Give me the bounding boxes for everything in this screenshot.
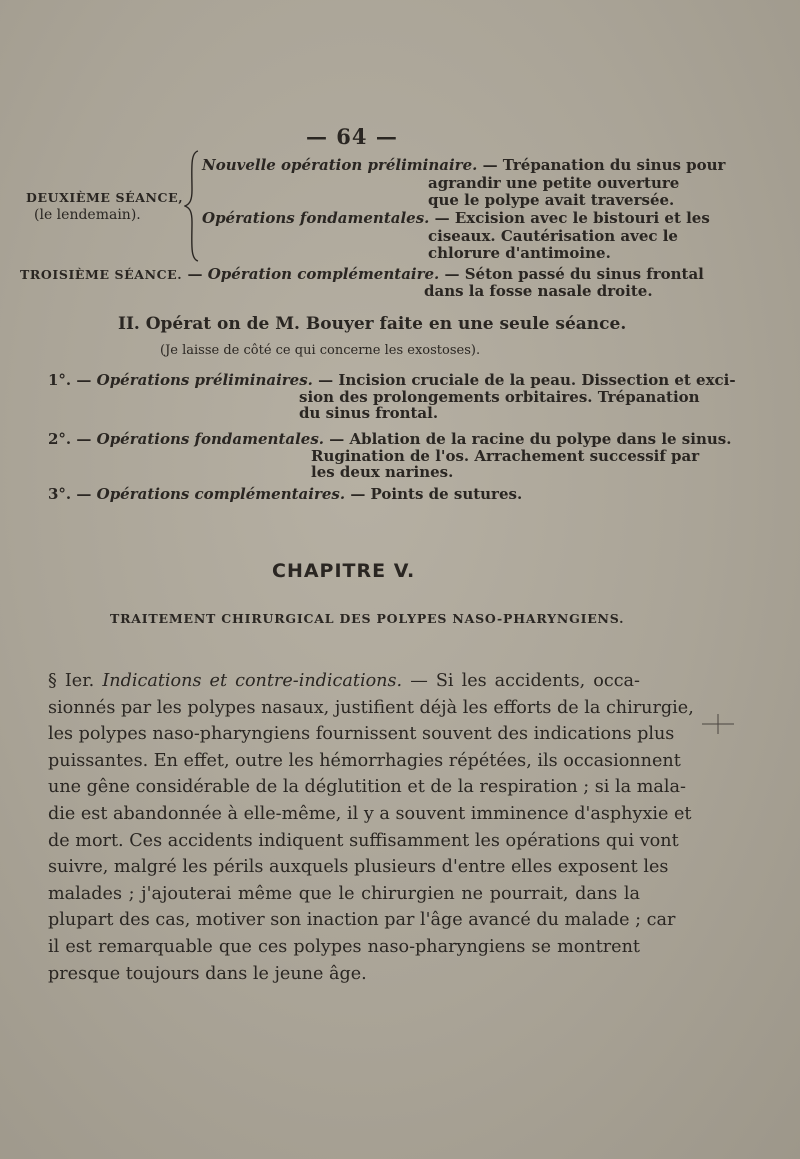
session3-label: TROISIÈME SÉANCE.: [20, 267, 183, 282]
session2-label: DEUXIÈME SÉANCE,: [26, 190, 184, 205]
paragraph-line: plupart des cas, motiver son inaction par l'âge avancé du malade ; car: [48, 910, 676, 931]
paragraph-line: suivre, malgré les périls auxquels plusieurs d'entre elles exposent les: [48, 857, 669, 878]
session2-entry2: [202, 209, 710, 227]
section-title: Indications et contre-indications.: [102, 671, 403, 691]
step1-title: Opérations préliminaires.: [96, 371, 313, 389]
session3-row: TROISIÈME SÉANCE. — Opération complémentaire. — Séton passé du sinus frontal: [20, 265, 704, 283]
session2-entry1: [202, 156, 725, 174]
paragraph-line: presque toujours dans le jeune âge.: [48, 963, 367, 984]
session3-text: — Séton passé du sinus frontal: [439, 265, 704, 283]
step1: 1°. — Opérations préliminaires. — Incision cruciale de la peau. Dissection et exci-: [48, 371, 736, 389]
page-number: — 64 —: [306, 124, 398, 149]
step3-text: — Points de sutures.: [350, 485, 523, 503]
step3-title: Opérations complémentaires.: [96, 485, 346, 503]
section-mark: § Ier.: [48, 671, 95, 691]
curly-brace-icon: [184, 150, 200, 262]
session3-line2: dans la fosse nasale droite.: [424, 282, 653, 300]
step1-line2: sion des prolongements orbitaires. Trépanation: [299, 388, 700, 406]
paragraph-line: sionnés par les polypes nasaux, justifient déjà les efforts de la chirurgie,: [48, 697, 694, 718]
step3: 3°. — Opérations complémentaires. — Points de sutures.: [48, 485, 523, 503]
session2-entry1-text: — Trépanation du sinus pour: [477, 156, 726, 174]
session2-entry2-line3: chlorure d'antimoine.: [428, 244, 611, 262]
body-paragraph: [48, 668, 694, 987]
session2-sublabel: (le lendemain).: [34, 207, 141, 223]
session2-entry2-line2: ciseaux. Cautérisation avec le: [428, 227, 678, 245]
session2-entry1-line2: agrandir une petite ouverture: [428, 174, 680, 192]
step3-num: 3°.: [48, 485, 72, 503]
step2-text: — Ablation de la racine du polype dans le sinus.: [329, 430, 732, 448]
paragraph-line: die est abandonnée à elle-même, il y a souvent imminence d'asphyxie et: [48, 803, 692, 824]
session2-entry2-text: — Excision avec le bistouri et les: [429, 209, 710, 227]
step2-title: Opérations fondamentales.: [96, 430, 324, 448]
chapter-subtitle: TRAITEMENT CHIRURGICAL DES POLYPES NASO-PHARYNGIENS.: [110, 611, 625, 626]
paragraph-line: puissantes. En effet, outre les hémorrhagies répétées, ils occasionnent: [48, 750, 681, 771]
step1-line3: du sinus frontal.: [299, 404, 439, 422]
step2-line3: les deux narines.: [311, 463, 454, 481]
paragraph-line: malades ; j'ajouterai même que le chirurgien ne pourrait, dans la: [48, 883, 640, 904]
chapter-title: CHAPITRE V.: [272, 560, 416, 582]
step1-num: 1°.: [48, 371, 72, 389]
section2-note: (Je laisse de côté ce qui concerne les exostoses).: [160, 343, 481, 358]
paragraph-line: les polypes naso-pharyngiens fournissent souvent des indications plus: [48, 724, 675, 745]
paragraph-line: il est remarquable que ces polypes naso-pharyngiens se montrent: [48, 936, 640, 957]
cross-mark-icon: [700, 712, 736, 736]
session2-entry2-title: Opérations fondamentales.: [202, 209, 430, 227]
session2-entry1-title: Nouvelle opération préliminaire.: [202, 156, 478, 174]
paragraph-first-line: § Ier. Indications et contre-indications. — Si les accidents, occa-: [48, 671, 640, 691]
step2-line2: Rugination de l'os. Arrachement successif par: [311, 447, 700, 465]
step2-num: 2°.: [48, 430, 72, 448]
paragraph-line: une gêne considérable de la déglutition et de la respiration ; si la mala-: [48, 777, 686, 798]
step1-text: — Incision cruciale de la peau. Dissection et exci-: [318, 371, 736, 389]
step2: 2°. — Opérations fondamentales. — Ablation de la racine du polype dans le sinus.: [48, 430, 732, 448]
session3-title: Opération complémentaire.: [207, 265, 440, 283]
session2-entry1-line3: que le polype avait traversée.: [428, 191, 675, 209]
paragraph-line: de mort. Ces accidents indiquent suffisamment les opérations qui vont: [48, 830, 679, 851]
section2-heading: II. Opérat on de M. Bouyer faite en une seule séance.: [118, 314, 627, 334]
